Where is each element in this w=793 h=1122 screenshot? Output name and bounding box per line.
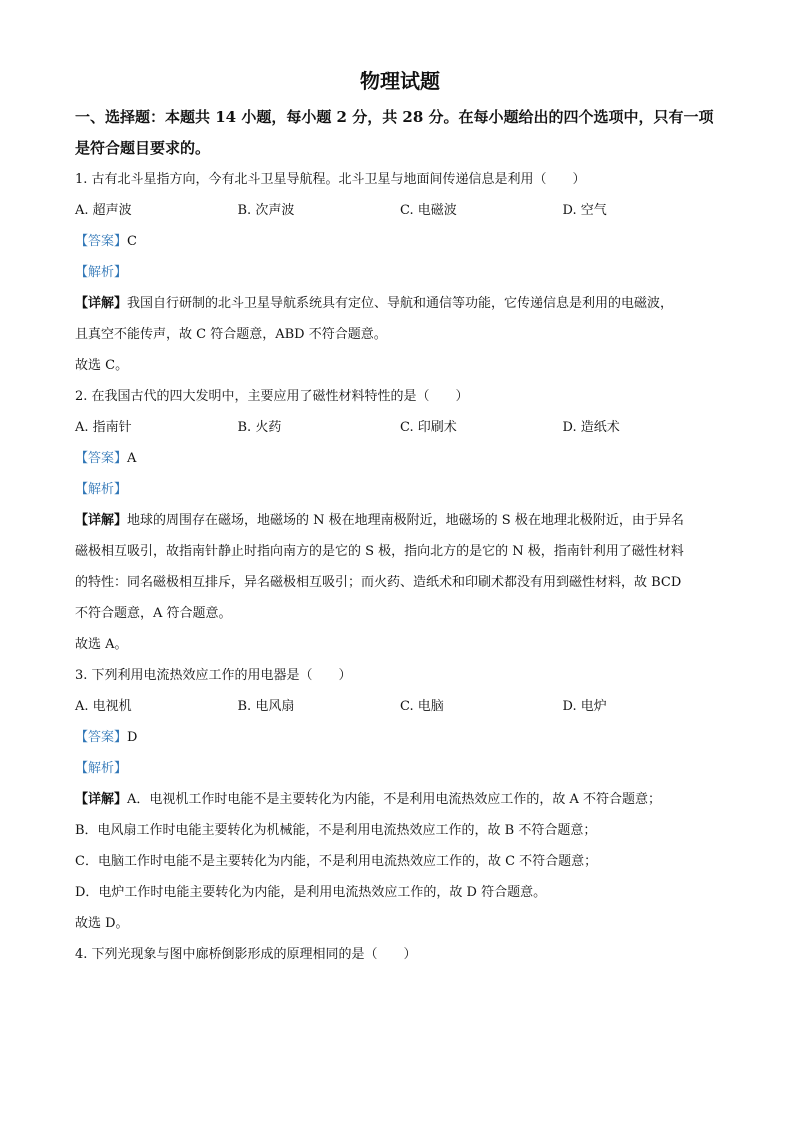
analysis-label: 【解析】 bbox=[75, 265, 128, 280]
answer-label: 【答案】 bbox=[75, 730, 128, 745]
detail-line: D．电炉工作时电能主要转化为内能，是利用电流热效应工作的，故 D 符合题意。 bbox=[75, 885, 547, 900]
question-1 bbox=[75, 164, 725, 381]
detail-label: 【详解】 bbox=[75, 513, 128, 528]
option-a: A. 指南针 bbox=[75, 420, 132, 435]
detail-line: C．电脑工作时电能不是主要转化为内能，不是利用电流热效应工作的，故 C 不符合题意； bbox=[75, 854, 598, 869]
question-stem: 2. 在我国古代的四大发明中，主要应用了磁性材料特性的是（ ） bbox=[75, 389, 469, 404]
detail-line bbox=[75, 784, 725, 815]
conclusion: 故选 D。 bbox=[75, 916, 129, 931]
analysis-row bbox=[75, 474, 725, 505]
option-d: D. 电炉 bbox=[562, 699, 607, 714]
section-heading: 一、选择题：本题共 14 小题，每小题 2 分，共 28 分。在每小题给出的四个选项中，只有一项是符合题目要求的。 bbox=[75, 108, 714, 157]
option-d: D. 空气 bbox=[562, 203, 607, 218]
analysis-label: 【解析】 bbox=[75, 761, 128, 776]
question-stem: 3. 下列利用电流热效应工作的用电器是（ ） bbox=[75, 668, 352, 683]
question-4 bbox=[75, 939, 725, 970]
option-b: B. 次声波 bbox=[237, 203, 295, 218]
question-3 bbox=[75, 660, 725, 939]
option-b: B. 电风扇 bbox=[237, 699, 295, 714]
detail-line: B．电风扇工作时电能主要转化为机械能，不是利用电流热效应工作的，故 B 不符合题意； bbox=[75, 823, 597, 838]
option-b: B. 火药 bbox=[237, 420, 282, 435]
exam-page bbox=[75, 66, 725, 970]
option-c: C. 印刷术 bbox=[400, 420, 457, 435]
conclusion: 故选 C。 bbox=[75, 358, 129, 373]
detail-label: 【详解】 bbox=[75, 792, 128, 807]
answer-label: 【答案】 bbox=[75, 234, 128, 249]
option-c: C. 电磁波 bbox=[400, 203, 457, 218]
analysis-row bbox=[75, 753, 725, 784]
analysis-row bbox=[75, 257, 725, 288]
option-a: A. 超声波 bbox=[75, 203, 132, 218]
option-d: D. 造纸术 bbox=[562, 420, 620, 435]
answer-row bbox=[75, 226, 725, 257]
detail-line: 磁极相互吸引，故指南针静止时指向南方的是它的 S 极，指向北方的是它的 N 极，指南针利用了磁性材料 bbox=[75, 544, 684, 559]
detail-line bbox=[75, 288, 725, 319]
question-2 bbox=[75, 381, 725, 660]
detail-line: 不符合题意，A 符合题意。 bbox=[75, 606, 232, 621]
detail-line: 的特性：同名磁极相互排斥，异名磁极相互吸引；而火药、造纸术和印刷术都没有用到磁性材料，故 BCD bbox=[75, 575, 682, 590]
answer-label: 【答案】 bbox=[75, 451, 128, 466]
answer-value: C bbox=[127, 234, 137, 249]
option-a: A. 电视机 bbox=[75, 699, 132, 714]
detail-text: A．电视机工作时电能不是主要转化为内能，不是利用电流热效应工作的，故 A 不符合题意； bbox=[127, 792, 662, 807]
question-stem: 1. 古有北斗星指方向，今有北斗卫星导航程。北斗卫星与地面间传递信息是利用（ ） bbox=[75, 172, 586, 187]
analysis-label: 【解析】 bbox=[75, 482, 128, 497]
conclusion: 故选 A。 bbox=[75, 637, 128, 652]
detail-text: 地球的周围存在磁场，地磁场的 N 极在地理南极附近，地磁场的 S 极在地理北极附近，由于异名 bbox=[127, 513, 684, 528]
detail-text: 我国自行研制的北斗卫星导航系统具有定位、导航和通信等功能，它传递信息是利用的电磁波， bbox=[127, 296, 674, 311]
detail-line bbox=[75, 505, 725, 536]
answer-row bbox=[75, 722, 725, 753]
detail-label: 【详解】 bbox=[75, 296, 128, 311]
options-row bbox=[75, 412, 725, 443]
answer-row bbox=[75, 443, 725, 474]
options-row bbox=[75, 691, 725, 722]
answer-value: D bbox=[127, 730, 138, 745]
options-row bbox=[75, 195, 725, 226]
answer-value: A bbox=[127, 451, 137, 466]
detail-line: 且真空不能传声，故 C 符合题意，ABD 不符合题意。 bbox=[75, 327, 387, 342]
page-title: 物理试题 bbox=[360, 69, 440, 93]
question-stem: 4. 下列光现象与图中廊桥倒影形成的原理相同的是（ ） bbox=[75, 947, 417, 962]
option-c: C. 电脑 bbox=[400, 699, 444, 714]
